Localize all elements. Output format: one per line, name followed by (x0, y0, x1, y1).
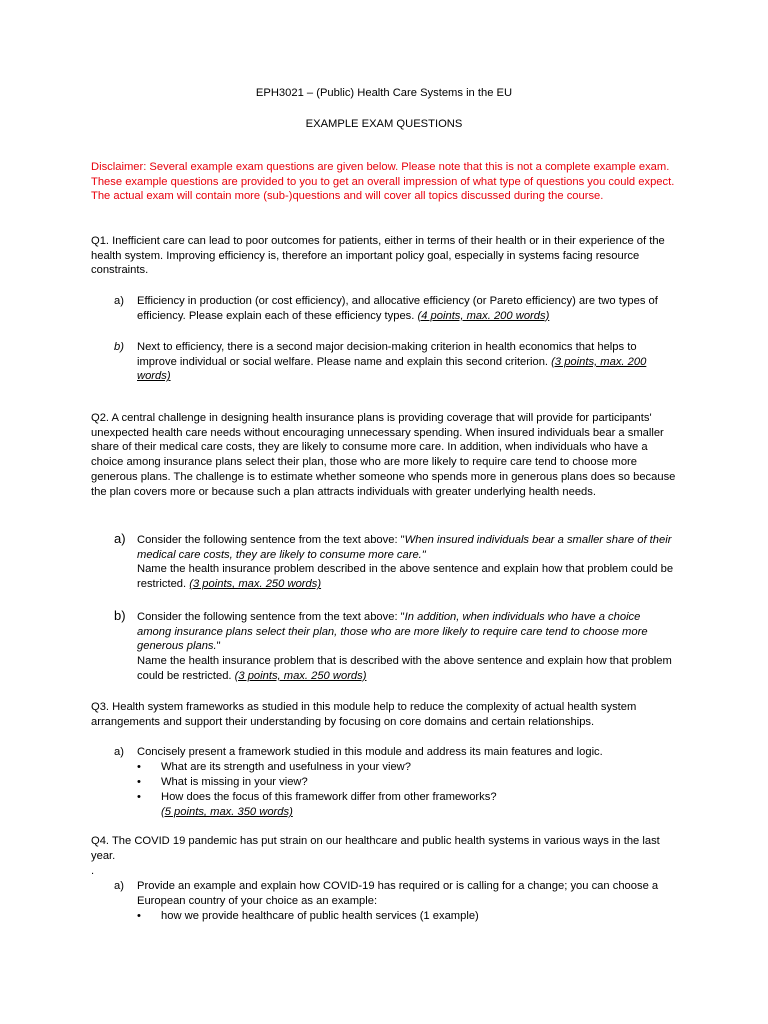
q1-b-points: (3 points, max. 200 words) (137, 355, 647, 383)
q2-a-quote: When insured individuals bear a smaller share of their medical care costs, they are likely to consume more care." (137, 534, 672, 561)
q1-b-marker: b) (114, 341, 124, 353)
q1-b-text: Next to efficiency, there is a second major decision-making criterion in health economics that helps to improve individual or social welfare. Please name and explain this second criterion. (3 points, max. 200 words) (137, 341, 647, 383)
q1-a-text: Efficiency in production (or cost efficiency), and allocative efficiency (or Pareto efficiency) are two types of efficiency. Please explain each of these efficiency types. (4 points, max. 200 words) (137, 295, 658, 322)
course-title: EPH3021 – (Public) Health Care Systems in the EU (255, 87, 513, 99)
bullet-icon: • (137, 910, 141, 922)
q2-b-points: (3 points, max. 250 words) (234, 669, 367, 682)
disclaimer: Disclaimer: Several example exam questions are given below. Please note that this is not a complete example exam. These example questions are provided to you to get an overall impression of what type of questions you could expect. The actual exam will contain more (sub-)questions and will cover all topics discussed during the course. (91, 161, 675, 203)
stray-period: . (91, 865, 95, 877)
bullet-icon: • (137, 776, 141, 788)
q3-points-line (161, 805, 293, 820)
q3-a-text: Concisely present a framework studied in this module and address its main features and logic. (137, 746, 603, 758)
q2-a-points: (3 points, max. 250 words) (189, 578, 322, 591)
document-page: EPH3021 – (Public) Health Care Systems in the EU EXAMPLE EXAM QUESTIONS Disclaimer: Several example exam questions are given below. Please note that this is not a complete example exam. These example questions are provided to you to get an overall impression of what type of questions you could expect. The actual exam will contain more (sub-)questions and will cover all topics discussed during the course. Q1. Inefficient care can lead to poor outcomes for patients, either in terms of their health or in their experience of the health system. Improving efficiency is, therefore an important policy goal, especially in systems facing resource constraints. a) Efficiency in production (or cost efficiency), and allocative efficiency (or Pareto efficiency) are two types of efficiency. Please explain each of these efficiency types. (4 points, max. 200 words) b) Next to efficiency, there is a second major decision-making criterion in health economics that helps to improve individual or social welfare. Please name and explain this second criterion. (3 points, max. 200 words) Q2. A central challenge in designing health insurance plans is providing coverage that will provide for participants' unexpected health care needs without encouraging unnecessary spending. When insured individuals bear a smaller share of their medical care costs, they are likely to consume more care. In addition, when individuals who have a choice among insurance plans select their plan, those who are more likely to require care tend to choose more generous plans. The challenge is to estimate whether someone who spends more in generous plans does so because the plan covers more or because such a plan attracts individuals with greater underlying health needs. a) Consider the following sentence from the text above: "When insured individuals bear a smaller share of their medical care costs, they are likely to consume more care." Name the health insurance problem described in the above sentence and explain how that problem could be restricted. (3 points, max. 250 words) b) Consider the following sentence from the text above: "In addition, when individuals who have a choice among insurance plans select their plan, those who are more likely to require care tend to choose more generous plans." Name the health insurance problem that is described with the above sentence and explain how that problem could be restricted. (3 points, max. 250 words) Q3. Health system frameworks as studied in this module help to reduce the complexity of actual health system arrangements and support their understanding by focusing on core domains and certain relationships. a) Concisely present a framework studied in this module and address its main features and logic. • What are its strength and usefulness in your view? • What is missing in your view? • How does the focus of this framework differ from other frameworks? (5 points, max. 350 words) Q4. The COVID 19 pandemic has put strain on our healthcare and public health systems in various ways in the last year. . a) Provide an example and explain how COVID-19 has required or is calling for a change; you can choose a European country of your choice as an example: • how we provide healthcare of public health services (1 example) (0, 0, 768, 1024)
q4-a-marker: a) (114, 880, 124, 892)
bullet-icon: • (137, 791, 141, 803)
q3-intro: Q3. Health system frameworks as studied in this module help to reduce the complexity of actual health system arrangements and support their understanding by focusing on core domains and certain relationships. (91, 701, 637, 728)
q3-points: (5 points, max. 350 words) (161, 806, 293, 818)
q2-b-quote: In addition, when individuals who have a choice among insurance plans select their plan, those who are more likely to require care tend to choose more generous plans. (137, 611, 648, 653)
q2-b-marker: b) (114, 608, 126, 623)
q1-a-marker: a) (114, 295, 124, 307)
q1-a-points: (4 points, max. 200 words) (417, 309, 550, 322)
q1-intro: Q1. Inefficient care can lead to poor outcomes for patients, either in terms of their health or in their experience of the health system. Improving efficiency is, therefore an important policy goal, especially in systems facing resource constraints. (91, 235, 665, 277)
page-subtitle: EXAMPLE EXAM QUESTIONS (305, 118, 463, 130)
bullet-icon: • (137, 761, 141, 773)
q2-a-marker: a) (114, 531, 126, 546)
q4-a-text: Provide an example and explain how COVID-19 has required or is calling for a change; you can choose a European country of your choice as an example: (137, 880, 659, 907)
q3-a-marker: a) (114, 746, 124, 758)
q2-intro: Q2. A central challenge in designing health insurance plans is providing coverage that will provide for participants' unexpected health care needs without encouraging unnecessary spending. When insured individuals bear a smaller share of their medical care costs, they are likely to consume more care. In addition, when individuals who have a choice among insurance plans select their plan, those who are more likely to require care tend to choose more generous plans. The challenge is to estimate whether someone who spends more in generous plans does so because the plan covers more or because such a plan attracts individuals with greater underlying health needs. (91, 412, 676, 498)
q4-intro: Q4. The COVID 19 pandemic has put strain on our healthcare and public health systems in various ways in the last year. (91, 835, 660, 862)
q2-a-text: Consider the following sentence from the text above: "When insured individuals bear a smaller share of their medical care costs, they are likely to consume more care." Name the health insurance problem described in the above sentence and explain how that problem could be restricted. (3 points, max. 250 words) (137, 534, 674, 591)
q2-b-text: Consider the following sentence from the text above: "In addition, when individuals who have a choice among insurance plans select their plan, those who are more likely to require care tend to choose more generous plans." Name the health insurance problem that is described with the above sentence and explain how that problem could be restricted. (3 points, max. 250 words) (137, 611, 672, 682)
